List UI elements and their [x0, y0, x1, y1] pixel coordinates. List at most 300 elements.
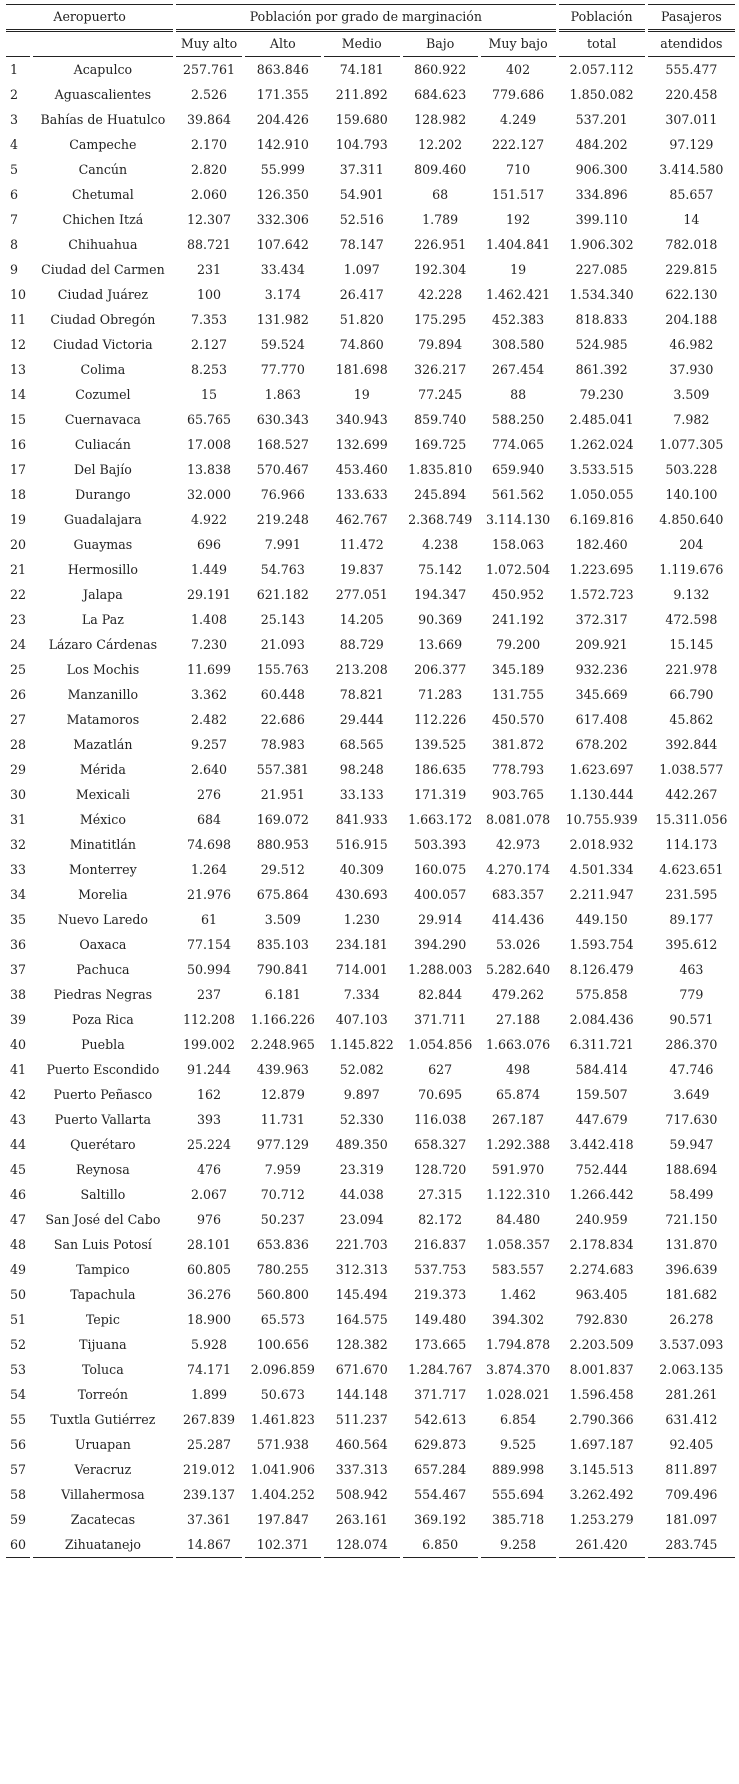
cell-bajo: 75.142 [418, 562, 463, 577]
cell-row-number: 7 [10, 212, 19, 227]
cell-alto: 790.841 [256, 962, 309, 977]
cell-muy-bajo: 308.580 [492, 337, 545, 352]
cell-passengers: 442.267 [665, 787, 718, 802]
cell-alto: 3.509 [264, 912, 301, 927]
table-row [6, 1457, 735, 1482]
cell-population-total: 537.201 [575, 112, 628, 127]
cell-alto: 21.951 [260, 787, 305, 802]
cell-airport-name: México [79, 812, 126, 827]
table-row [6, 832, 735, 857]
cell-row-number: 38 [10, 987, 27, 1002]
cell-airport-name: Puerto Escondido [46, 1062, 160, 1077]
cell-alto: 29.512 [260, 862, 305, 877]
cell-alto: 131.982 [256, 312, 309, 327]
table-row [6, 607, 735, 632]
cell-bajo: 542.613 [414, 1412, 467, 1427]
cell-bajo: 139.525 [414, 737, 467, 752]
cell-passengers: 140.100 [665, 487, 718, 502]
cell-population-total: 818.833 [575, 312, 628, 327]
cell-passengers: 721.150 [665, 1212, 718, 1227]
cell-medio: 516.915 [335, 837, 388, 852]
cell-alto: 1.863 [264, 387, 301, 402]
cell-muy-bajo: 151.517 [492, 187, 545, 202]
cell-airport-name: Mazatlán [73, 737, 133, 752]
cell-passengers: 204 [679, 537, 704, 552]
cell-passengers: 782.018 [665, 237, 718, 252]
cell-airport-name: Guaymas [73, 537, 133, 552]
cell-muy-bajo: 3.114.130 [486, 512, 551, 527]
cell-medio: 78.821 [339, 687, 384, 702]
cell-population-total: 1.253.279 [569, 1512, 634, 1527]
table-row [6, 332, 735, 357]
cell-population-total: 524.985 [575, 337, 628, 352]
cell-muy-alto: 239.137 [182, 1487, 236, 1502]
header-population-total: total [559, 32, 645, 57]
cell-muy-bajo: 1.404.841 [486, 237, 551, 252]
cell-population-total: 1.223.695 [569, 562, 634, 577]
cell-passengers: 3.649 [673, 1087, 710, 1102]
cell-passengers: 709.496 [665, 1487, 718, 1502]
cell-alto: 2.248.965 [250, 1037, 315, 1052]
cell-alto: 168.527 [256, 437, 309, 452]
cell-row-number: 41 [10, 1062, 27, 1077]
cell-airport-name: Manzanillo [67, 687, 139, 702]
table-row [6, 757, 735, 782]
cell-population-total: 159.507 [575, 1087, 628, 1102]
table-row [6, 1282, 735, 1307]
cell-medio: 29.444 [339, 712, 384, 727]
cell-passengers: 622.130 [665, 287, 718, 302]
cell-alto: 25.143 [260, 612, 305, 627]
cell-medio: 511.237 [335, 1412, 388, 1427]
cell-population-total: 1.593.754 [569, 937, 634, 952]
table-row [6, 432, 735, 457]
cell-medio: 52.516 [339, 212, 384, 227]
cell-airport-name: Villahermosa [61, 1487, 145, 1502]
cell-passengers: 463 [679, 962, 704, 977]
cell-medio: 221.703 [335, 1237, 388, 1252]
cell-muy-alto: 21.976 [186, 887, 232, 902]
cell-bajo: 371.711 [414, 1012, 467, 1027]
cell-row-number: 58 [10, 1487, 27, 1502]
cell-airport-name: Cuernavaca [64, 412, 141, 427]
cell-muy-alto: 2.482 [190, 712, 228, 727]
cell-population-total: 678.202 [575, 737, 628, 752]
cell-population-total: 1.130.444 [569, 787, 634, 802]
cell-airport-name: Zihuatanejo [33, 1532, 174, 1558]
cell-muy-alto: 50.994 [186, 962, 232, 977]
cell-bajo: 394.290 [414, 937, 467, 952]
cell-airport-name: Cozumel [75, 387, 131, 402]
cell-muy-bajo: 659.940 [492, 462, 545, 477]
cell-row-number: 54 [10, 1387, 27, 1402]
cell-row-number: 8 [10, 237, 19, 252]
cell-muy-bajo: 381.872 [492, 737, 545, 752]
cell-bajo: 206.377 [414, 662, 467, 677]
cell-population-total: 617.408 [575, 712, 628, 727]
table-row [6, 457, 735, 482]
cell-alto: 22.686 [260, 712, 305, 727]
cell-population-total: 10.755.939 [565, 812, 638, 827]
cell-bajo: 79.894 [418, 337, 463, 352]
cell-airport-name: Tijuana [79, 1337, 127, 1352]
cell-muy-bajo: 889.998 [492, 1462, 545, 1477]
table-body [6, 57, 735, 1558]
cell-passengers: 1.038.577 [659, 762, 724, 777]
cell-muy-bajo: 394.302 [492, 1312, 545, 1327]
cell-population-total: 1.623.697 [569, 762, 634, 777]
cell-row-number: 31 [10, 812, 27, 827]
cell-muy-alto: 28.101 [186, 1237, 232, 1252]
cell-muy-alto: 13.838 [186, 462, 232, 477]
cell-airport-name: Ciudad del Carmen [41, 262, 165, 277]
cell-passengers: 392.844 [665, 737, 718, 752]
cell-muy-alto: 88.721 [186, 237, 232, 252]
cell-muy-alto: 1.899 [190, 1387, 228, 1402]
cell-medio: 263.161 [335, 1512, 388, 1527]
cell-passengers: 181.682 [665, 1287, 718, 1302]
table-row [6, 1432, 735, 1457]
cell-alto: 571.938 [256, 1437, 309, 1452]
table-row [6, 932, 735, 957]
table-row [6, 307, 735, 332]
cell-airport-name: Campeche [69, 137, 137, 152]
cell-airport-name: Toluca [82, 1362, 124, 1377]
cell-alto: 70.712 [260, 1187, 305, 1202]
cell-bajo: 1.288.003 [408, 962, 473, 977]
cell-alto: 204.426 [256, 112, 309, 127]
cell-row-number: 51 [10, 1312, 27, 1327]
cell-alto: 60.448 [260, 687, 305, 702]
cell-medio: 181.698 [335, 362, 388, 377]
cell-population-total: 4.501.334 [569, 862, 634, 877]
cell-muy-alto: 91.244 [186, 1062, 232, 1077]
table-row [6, 382, 735, 407]
cell-alto: 126.350 [256, 187, 309, 202]
header-airport: Aeropuerto [6, 4, 173, 32]
cell-airport-name: Tampico [76, 1262, 130, 1277]
cell-muy-alto: 100 [196, 287, 222, 302]
cell-passengers: 3.537.093 [659, 1337, 724, 1352]
cell-bajo: 537.753 [414, 1262, 467, 1277]
table-row [6, 507, 735, 532]
cell-bajo: 160.075 [414, 862, 467, 877]
table-row [6, 957, 735, 982]
cell-airport-name: Tapachula [70, 1287, 136, 1302]
cell-bajo: 684.623 [414, 87, 467, 102]
cell-muy-alto: 7.353 [190, 312, 228, 327]
cell-passengers: 220.458 [665, 87, 718, 102]
cell-bajo: 1.663.172 [408, 812, 473, 827]
cell-row-number: 29 [10, 762, 27, 777]
header-passengers-served: atendidos [648, 32, 735, 57]
table-row [6, 1257, 735, 1282]
header-alto: Alto [245, 32, 321, 57]
cell-population-total: 2.790.366 [569, 1412, 634, 1427]
cell-alto: 835.103 [256, 937, 309, 952]
cell-row-number: 56 [10, 1437, 27, 1452]
cell-muy-alto: 237 [196, 987, 222, 1002]
table-row [6, 157, 735, 182]
cell-muy-bajo: 8.081.078 [486, 812, 551, 827]
cell-airport-name: Poza Rica [72, 1012, 134, 1027]
cell-bajo: 400.057 [414, 887, 467, 902]
cell-passengers: 45.862 [669, 712, 714, 727]
cell-muy-alto: 60.805 [186, 1262, 232, 1277]
cell-muy-bajo: 19 [510, 262, 527, 277]
cell-medio: 453.460 [335, 462, 388, 477]
cell-muy-alto: 77.154 [186, 937, 232, 952]
cell-population-total: 399.110 [575, 212, 628, 227]
table-row [6, 682, 735, 707]
cell-bajo: 658.327 [414, 1137, 467, 1152]
cell-population-total: 227.085 [575, 262, 628, 277]
cell-muy-alto: 257.761 [182, 62, 236, 77]
cell-passengers: 66.790 [669, 687, 714, 702]
cell-airport-name: Chihuahua [68, 237, 138, 252]
table-row [6, 132, 735, 157]
cell-muy-bajo: 1.663.076 [486, 1037, 551, 1052]
cell-alto: 59.524 [260, 337, 305, 352]
cell-population-total: 906.300 [575, 162, 628, 177]
cell-alto: 219.248 [256, 512, 309, 527]
cell-muy-bajo: 131.755 [492, 687, 545, 702]
cell-bajo: 116.038 [414, 1112, 467, 1127]
cell-medio: 51.820 [339, 312, 384, 327]
cell-population-total: 3.442.418 [569, 1137, 634, 1152]
table-row [6, 907, 735, 932]
cell-row-number: 42 [10, 1087, 27, 1102]
cell-medio: 68.565 [339, 737, 384, 752]
cell-airport-name: Uruapan [74, 1437, 131, 1452]
cell-muy-alto: 696 [196, 537, 222, 552]
cell-muy-alto: 74.698 [186, 837, 232, 852]
cell-muy-bajo: 591.970 [492, 1162, 545, 1177]
cell-medio: 37.311 [339, 162, 384, 177]
header-blank-name [33, 32, 174, 57]
cell-population-total: 861.392 [575, 362, 628, 377]
cell-muy-bajo: 778.793 [492, 762, 545, 777]
cell-bajo: 70.695 [418, 1087, 463, 1102]
cell-muy-alto: 25.224 [186, 1137, 232, 1152]
cell-muy-bajo: 9.258 [481, 1532, 556, 1558]
cell-passengers: 555.477 [665, 62, 718, 77]
cell-alto: 169.072 [256, 812, 309, 827]
cell-medio: 145.494 [335, 1287, 388, 1302]
cell-row-number: 21 [10, 562, 27, 577]
cell-population-total: 240.959 [575, 1212, 628, 1227]
cell-alto: 100.656 [256, 1337, 309, 1352]
cell-population-total: 6.311.721 [569, 1037, 634, 1052]
cell-muy-bajo: 402 [506, 62, 531, 77]
cell-medio: 74.181 [339, 62, 384, 77]
cell-passengers: 47.746 [669, 1062, 714, 1077]
cell-row-number: 16 [10, 437, 27, 452]
cell-muy-alto: 7.230 [190, 637, 228, 652]
cell-medio: 508.942 [335, 1487, 388, 1502]
cell-passengers: 4.850.640 [659, 512, 724, 527]
cell-medio: 312.313 [335, 1262, 388, 1277]
cell-bajo: 1.284.767 [408, 1362, 473, 1377]
cell-medio: 78.147 [339, 237, 384, 252]
cell-bajo: 42.228 [418, 287, 463, 302]
cell-muy-bajo: 3.874.370 [486, 1362, 551, 1377]
cell-muy-alto: 9.257 [190, 737, 228, 752]
cell-bajo: 29.914 [418, 912, 463, 927]
cell-population-total: 2.274.683 [569, 1262, 634, 1277]
cell-medio: 164.575 [335, 1312, 388, 1327]
cell-alto: 50.237 [260, 1212, 305, 1227]
cell-airport-name: Durango [75, 487, 131, 502]
cell-alto: 171.355 [256, 87, 309, 102]
table-row [6, 1182, 735, 1207]
table-row [6, 57, 735, 82]
cell-airport-name: Colima [80, 362, 126, 377]
cell-row-number: 12 [10, 337, 27, 352]
table-row [6, 232, 735, 257]
header-population: Población [559, 4, 645, 32]
cell-bajo: 27.315 [418, 1187, 463, 1202]
cell-row-number: 27 [10, 712, 27, 727]
cell-muy-alto: 39.864 [186, 112, 232, 127]
cell-muy-bajo: 9.525 [500, 1437, 537, 1452]
cell-muy-alto: 3.362 [190, 687, 228, 702]
cell-row-number: 2 [10, 87, 19, 102]
cell-bajo: 503.393 [414, 837, 467, 852]
cell-muy-bajo: 65.874 [496, 1087, 541, 1102]
cell-row-number: 59 [10, 1512, 27, 1527]
cell-row-number: 40 [10, 1037, 27, 1052]
header-muy-bajo: Muy bajo [481, 32, 556, 57]
cell-alto: 102.371 [245, 1532, 321, 1558]
cell-row-number: 14 [10, 387, 27, 402]
cell-airport-name: La Paz [81, 612, 124, 627]
cell-medio: 132.699 [335, 437, 388, 452]
cell-medio: 52.330 [339, 1112, 384, 1127]
cell-medio: 9.897 [343, 1087, 380, 1102]
table-row [6, 357, 735, 382]
cell-airport-name: Puebla [81, 1037, 125, 1052]
cell-population-total: 752.444 [575, 1162, 628, 1177]
cell-population-total: 2.084.436 [569, 1012, 634, 1027]
cell-row-number: 37 [10, 962, 27, 977]
cell-row-number: 32 [10, 837, 27, 852]
cell-muy-alto: 61 [200, 912, 218, 927]
cell-row-number: 25 [10, 662, 27, 677]
cell-population-total: 792.830 [575, 1312, 628, 1327]
cell-alto: 977.129 [256, 1137, 309, 1152]
cell-muy-bajo: 6.854 [500, 1412, 537, 1427]
cell-population-total: 1.906.302 [569, 237, 634, 252]
cell-muy-bajo: 452.383 [492, 312, 545, 327]
cell-alto: 21.093 [260, 637, 305, 652]
cell-alto: 197.847 [256, 1512, 309, 1527]
cell-bajo: 1.835.810 [408, 462, 473, 477]
cell-row-number: 36 [10, 937, 27, 952]
cell-alto: 621.182 [256, 587, 309, 602]
cell-population-total: 79.230 [579, 387, 624, 402]
cell-bajo: 90.369 [418, 612, 463, 627]
table-row [6, 982, 735, 1007]
table-row [6, 632, 735, 657]
cell-muy-alto: 65.765 [186, 412, 232, 427]
cell-alto: 142.910 [256, 137, 309, 152]
cell-passengers: 395.612 [665, 937, 718, 952]
cell-medio: 213.208 [335, 662, 388, 677]
cell-alto: 1.461.823 [250, 1412, 315, 1427]
cell-population-total: 3.533.515 [569, 462, 634, 477]
cell-medio: 460.564 [335, 1437, 388, 1452]
cell-row-number: 11 [10, 312, 27, 327]
cell-row-number: 17 [10, 462, 27, 477]
cell-row-number: 22 [10, 587, 27, 602]
cell-row-number: 4 [10, 137, 19, 152]
cell-row-number: 10 [10, 287, 27, 302]
cell-bajo: 175.295 [414, 312, 467, 327]
cell-passengers: 89.177 [669, 912, 714, 927]
cell-medio: 54.901 [339, 187, 384, 202]
cell-alto: 780.255 [256, 1262, 309, 1277]
cell-muy-alto: 14.867 [176, 1532, 242, 1558]
cell-passengers: 3.509 [673, 387, 710, 402]
cell-bajo: 12.202 [418, 137, 463, 152]
table-row [6, 1232, 735, 1257]
cell-row-number: 15 [10, 412, 27, 427]
cell-medio: 144.148 [335, 1387, 388, 1402]
cell-muy-bajo: 42.973 [496, 837, 541, 852]
cell-medio: 19.837 [339, 562, 384, 577]
cell-row-number: 34 [10, 887, 27, 902]
cell-airport-name: Aguascalientes [54, 87, 152, 102]
cell-bajo: 4.238 [422, 537, 459, 552]
table-row [6, 1507, 735, 1532]
cell-medio: 211.892 [335, 87, 388, 102]
cell-passengers: 114.173 [665, 837, 718, 852]
table-row [6, 732, 735, 757]
cell-bajo: 128.720 [414, 1162, 467, 1177]
cell-bajo: 1.789 [422, 212, 459, 227]
cell-airport-name: Minatitlán [69, 837, 137, 852]
table-row [6, 1082, 735, 1107]
header-passengers: Pasajeros [648, 4, 735, 32]
cell-population-total: 8.126.479 [569, 962, 634, 977]
cell-bajo: 554.467 [414, 1487, 467, 1502]
cell-alto: 54.763 [260, 562, 305, 577]
cell-passengers: 97.129 [669, 137, 714, 152]
cell-population-total: 575.858 [575, 987, 628, 1002]
table-row [6, 1157, 735, 1182]
cell-alto: 11.731 [260, 1112, 305, 1127]
cell-passengers: 229.815 [665, 262, 718, 277]
cell-population-total: 2.211.947 [569, 887, 634, 902]
cell-muy-alto: 17.008 [186, 437, 232, 452]
cell-passengers: 90.571 [669, 1012, 714, 1027]
cell-medio: 44.038 [339, 1187, 384, 1202]
cell-population-total: 2.057.112 [569, 62, 634, 77]
cell-passengers: 286.370 [665, 1037, 718, 1052]
cell-alto: 332.306 [256, 212, 309, 227]
cell-muy-bajo: 345.189 [492, 662, 545, 677]
cell-muy-alto: 37.361 [186, 1512, 232, 1527]
cell-muy-bajo: 267.187 [492, 1112, 545, 1127]
cell-medio: 98.248 [339, 762, 384, 777]
cell-row-number: 52 [10, 1337, 27, 1352]
table-row [6, 107, 735, 132]
cell-muy-alto: 25.287 [186, 1437, 232, 1452]
cell-muy-bajo: 779.686 [492, 87, 545, 102]
cell-muy-alto: 162 [196, 1087, 222, 1102]
cell-passengers: 58.499 [669, 1187, 714, 1202]
